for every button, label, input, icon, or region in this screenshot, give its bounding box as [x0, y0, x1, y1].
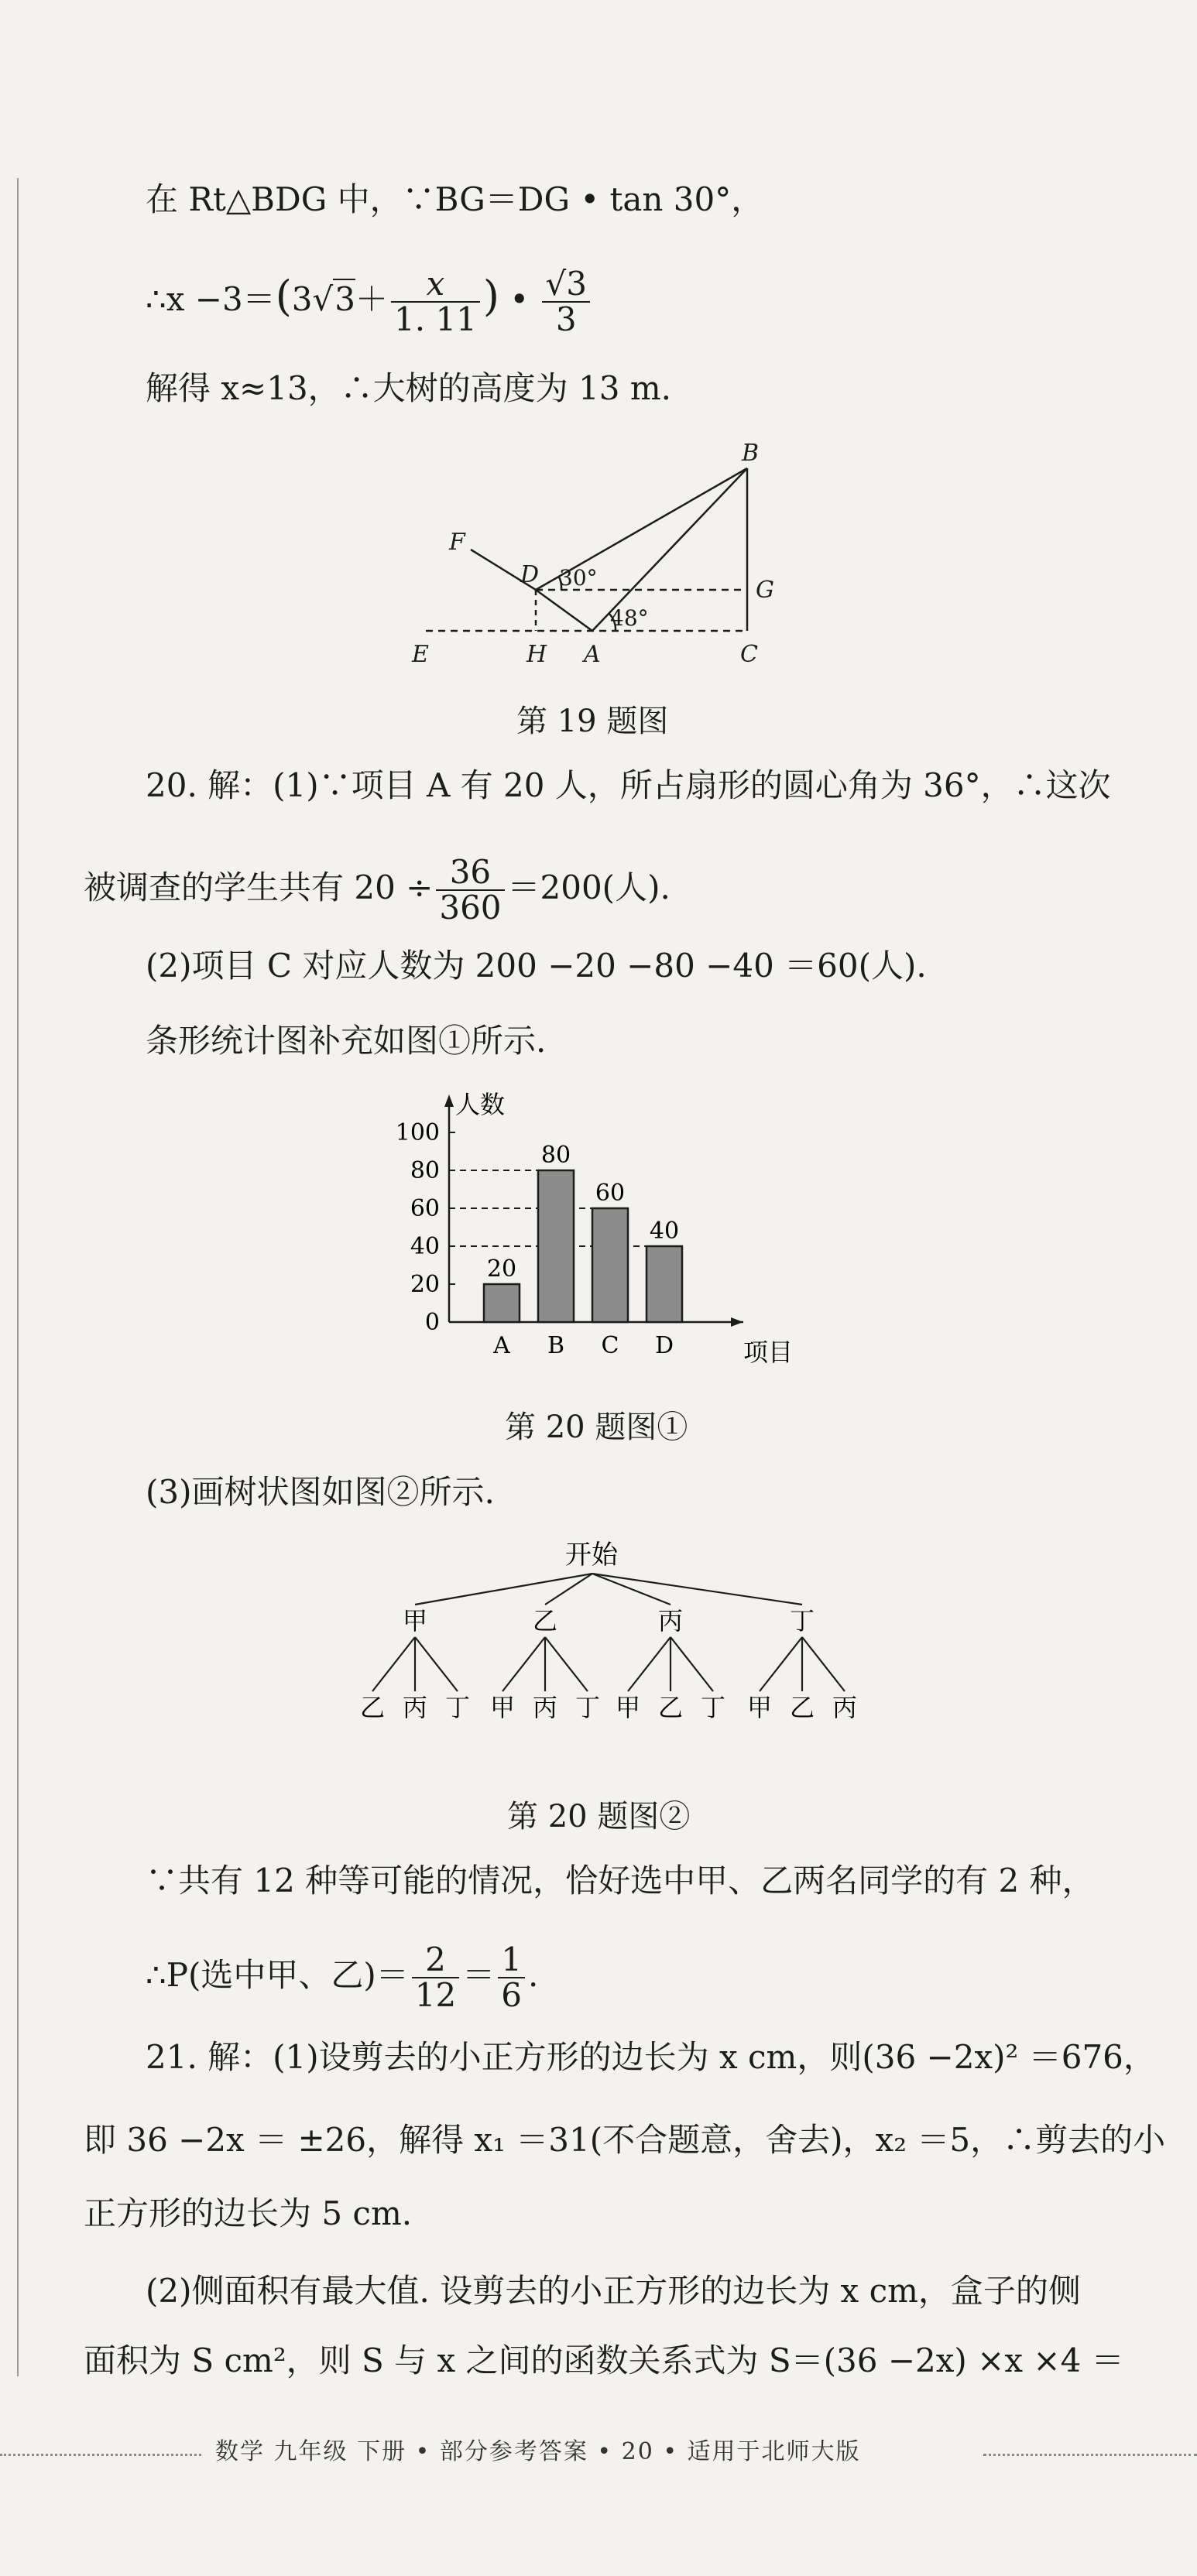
- tree-level1-node: 丁: [790, 1606, 815, 1636]
- bar-C: [592, 1208, 628, 1322]
- p21-line2: 即 36 −2x ＝ ±26，解得 x₁ ＝31(不合题意，舍去)，x₂ ＝5，∴剪去的小: [84, 2121, 1166, 2159]
- x-axis-arrow: [731, 1317, 743, 1327]
- p19-line2-dot: •: [509, 280, 530, 318]
- x-tick-label-C: C: [601, 1332, 619, 1359]
- x-tick-label-D: D: [654, 1332, 674, 1359]
- p20-line2-suffix: ＝200(人).: [507, 868, 671, 906]
- x-tick-label-A: A: [493, 1332, 510, 1359]
- p20-fraction2: [498, 1943, 525, 2012]
- tree-level2-node: 甲: [490, 1693, 516, 1722]
- tree-branch: [802, 1637, 845, 1691]
- p20-line2-prefix: 被调查的学生共有 20 ÷: [84, 868, 434, 906]
- label-30deg: 30°: [559, 565, 598, 591]
- p20-fraction1: [412, 1943, 459, 2012]
- p20-line3: (2)项目 C 对应人数为 200 −20 −80 −40 ＝60(人).: [146, 947, 927, 985]
- tree-branch: [628, 1637, 671, 1691]
- p19-line2: ∴x −3＝(3√3＋ $\frac{x}{1. 11}$ ) • $\frac{√3}{3}$: [146, 267, 593, 337]
- data-label-B: 80: [540, 1142, 571, 1169]
- data-label-C: 60: [595, 1180, 626, 1207]
- label-48deg: 48°: [610, 605, 649, 631]
- chart-xlabel: 项目: [743, 1338, 794, 1367]
- p19-frac-den: 1. 11: [394, 300, 477, 338]
- p19-frac-num: x: [391, 267, 480, 303]
- p19-fraction-sqrt3: [542, 267, 589, 337]
- tree-level2-node: 丁: [575, 1693, 601, 1722]
- tree-branch-root: [592, 1574, 802, 1605]
- data-label-D: 40: [649, 1218, 680, 1245]
- tree-caption: 第 20 题图②: [507, 1799, 691, 1834]
- p20-line7-end: .: [527, 1956, 539, 1994]
- p21-line3: 正方形的边长为 5 cm.: [84, 2194, 413, 2232]
- label-D: D: [520, 561, 540, 588]
- margin-line: [17, 178, 19, 2376]
- p19-line2-plus: ＋: [355, 280, 389, 318]
- tree-branch: [760, 1637, 802, 1691]
- p20-l7-num2: 1: [498, 1943, 525, 1978]
- tree-level1-node: 乙: [533, 1606, 558, 1636]
- tree-level2-node: 丙: [533, 1693, 558, 1722]
- chart-ylabel: 人数: [455, 1090, 506, 1119]
- p20-l7-num1: 2: [412, 1943, 459, 1978]
- data-label-A: 20: [486, 1255, 517, 1283]
- p19-line2-sqrt: 3: [334, 280, 355, 318]
- page-footer: 数学 九年级 下册 • 部分参考答案 • 20 • 适用于北师大版: [215, 2438, 861, 2465]
- p19-frac2-den: 3: [555, 300, 577, 338]
- p21-line5: 面积为 S cm²，则 S 与 x 之间的函数关系式为 S＝(36 −2x) ×x ×4 ＝: [84, 2341, 1124, 2379]
- label-H: H: [526, 641, 547, 666]
- p19-line2-prefix: ∴x −3＝: [146, 280, 276, 318]
- p19-line3: 解得 x≈13，∴大树的高度为 13 m.: [146, 369, 671, 407]
- tree-level2-node: 乙: [658, 1693, 684, 1722]
- p19-line2-a: 3: [291, 280, 313, 318]
- bar-A: [484, 1284, 520, 1322]
- sqrt-sign: √: [312, 280, 334, 318]
- x-tick-label-B: B: [547, 1332, 565, 1359]
- p20-line7-eq: ＝: [462, 1956, 496, 1994]
- y-tick-label: 0: [424, 1309, 440, 1336]
- p20-line7-prefix: ∴P(选中甲、乙)＝: [146, 1956, 409, 1994]
- p20-fraction: [436, 855, 504, 925]
- label-A: A: [584, 641, 601, 666]
- line-DA: [536, 590, 592, 631]
- bar-D: [647, 1246, 682, 1322]
- tree-level2-node: 丙: [832, 1693, 858, 1722]
- tree-level2-node: 乙: [360, 1693, 386, 1722]
- tree-root: 开始: [565, 1540, 618, 1571]
- y-tick-label: 40: [410, 1233, 440, 1260]
- tree-level2-node: 丁: [445, 1693, 471, 1722]
- tree-branch: [545, 1637, 588, 1691]
- p20-line2: [84, 855, 671, 925]
- y-tick-label: 20: [410, 1271, 440, 1298]
- tree-branch-root: [415, 1574, 592, 1605]
- tree-branch: [415, 1637, 458, 1691]
- label-F: F: [449, 529, 465, 556]
- tree-level2-node: 甲: [747, 1693, 773, 1722]
- y-tick-label: 80: [410, 1157, 440, 1184]
- p21-line1: 21. 解：(1)设剪去的小正方形的边长为 x cm，则(36 −2x)² ＝676，: [146, 2038, 1156, 2076]
- tree-level1-node: 甲: [403, 1606, 428, 1636]
- p20-frac-den: 360: [439, 889, 502, 927]
- tree-branch: [502, 1637, 545, 1691]
- bar-chart: [372, 1084, 821, 1386]
- y-tick-label: 60: [410, 1195, 440, 1222]
- label-C: C: [740, 641, 758, 666]
- tree-level2-node: 丙: [403, 1693, 428, 1722]
- tree-level1-node: 丙: [658, 1606, 684, 1636]
- figure-19-caption: 第 19 题图: [516, 704, 669, 739]
- p21-line4: (2)侧面积有最大值. 设剪去的小正方形的边长为 x cm，盒子的侧: [146, 2272, 1081, 2310]
- p20-line6: ∵共有 12 种等可能的情况，恰好选中甲、乙两名同学的有 2 种，: [146, 1862, 1095, 1899]
- p20-line4: 条形统计图补充如图①所示.: [146, 1022, 547, 1060]
- tree-level2-node: 乙: [790, 1693, 815, 1722]
- footer-rule-left: [0, 2454, 201, 2456]
- label-G: G: [756, 577, 774, 604]
- y-tick-label: 100: [395, 1119, 440, 1146]
- p19-frac2-num: √3: [542, 267, 589, 303]
- p20-frac-num: 36: [436, 855, 504, 891]
- bar-B: [538, 1170, 574, 1322]
- figure-19: [403, 433, 805, 666]
- tree-branch-root: [592, 1574, 671, 1605]
- p19-fraction-x: [391, 267, 480, 337]
- chart-caption: 第 20 题图①: [505, 1410, 688, 1445]
- tree-branch: [671, 1637, 713, 1691]
- tree-branch: [372, 1637, 415, 1691]
- p20-line1: 20. 解：(1)∵项目 A 有 20 人，所占扇形的圆心角为 36°，∴这次: [146, 766, 1111, 804]
- p20-line7: [146, 1943, 538, 2012]
- tree-level2-node: 甲: [616, 1693, 641, 1722]
- label-B: B: [742, 440, 760, 467]
- tree-diagram: [333, 1536, 875, 1769]
- footer-rule-right: [983, 2454, 1197, 2456]
- p20-l7-den2: 6: [501, 1976, 522, 2014]
- label-E: E: [412, 641, 429, 666]
- p20-l7-den1: 12: [414, 1976, 457, 2014]
- tree-level2-node: 丁: [701, 1693, 726, 1722]
- y-axis-arrow: [444, 1094, 454, 1107]
- p19-line1: 在 Rt△BDG 中，∵BG＝DG • tan 30°，: [146, 180, 764, 218]
- p20-line5: (3)画树状图如图②所示.: [146, 1473, 495, 1511]
